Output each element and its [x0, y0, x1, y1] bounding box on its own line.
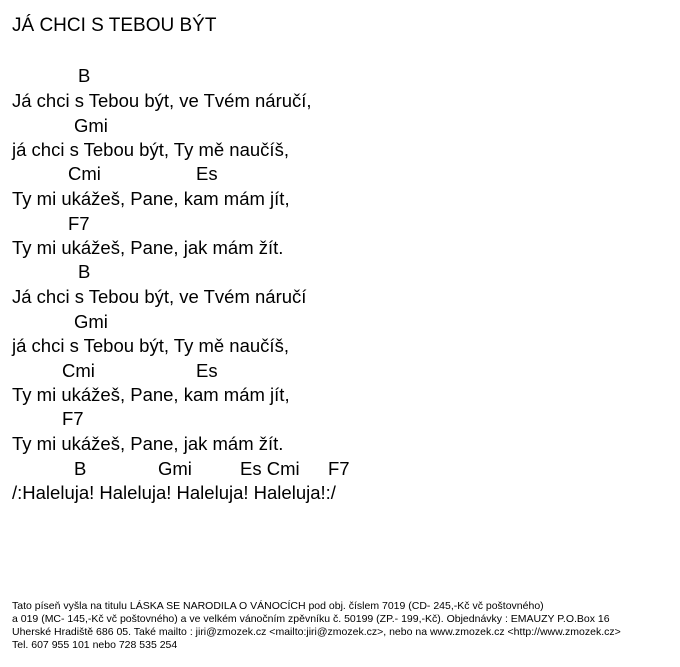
- chord: F7: [328, 458, 350, 479]
- lyric-line: Já chci s Tebou být, ve Tvém náručí,: [12, 90, 312, 111]
- footer-line: a 019 (MC- 145,-Kč vč poštovného) a ve velkém vánočním zpěvníku č. 50199 (ZP.- 199,-Kč). Objednávky : EMAUZY P.O.Box 16: [12, 613, 610, 625]
- chord: Es: [196, 360, 218, 381]
- lyric-line: Ty mi ukážeš, Pane, kam mám jít,: [12, 384, 290, 405]
- lyric-line: já chci s Tebou být, Ty mě naučíš,: [12, 335, 289, 356]
- lyric-line: Ty mi ukážeš, Pane, jak mám žít.: [12, 433, 284, 454]
- lyric-line: Ty mi ukážeš, Pane, kam mám jít,: [12, 188, 290, 209]
- chord: Es: [196, 163, 218, 184]
- lyric-line: /:Haleluja! Haleluja! Haleluja! Haleluja!:/: [12, 482, 336, 503]
- chord: F7: [62, 408, 84, 429]
- lyric-line: Ty mi ukážeš, Pane, jak mám žít.: [12, 237, 284, 258]
- footer-line: Tato píseň vyšla na titulu LÁSKA SE NARODILA O VÁNOCÍCH pod obj. číslem 7019 (CD- 245,-Kč vč poštovného): [12, 600, 544, 612]
- chord: B: [74, 458, 87, 479]
- publication-note: [12, 600, 621, 652]
- chord: Cmi: [68, 163, 101, 184]
- chord: Cmi: [62, 360, 95, 381]
- chord: B: [78, 65, 91, 86]
- lyric-line: Já chci s Tebou být, ve Tvém náručí: [12, 286, 307, 307]
- song-title: JÁ CHCI S TEBOU BÝT: [12, 15, 217, 36]
- chord: Gmi: [74, 115, 108, 136]
- chord: Gmi: [158, 458, 192, 479]
- footer-line: Tel. 607 955 101 nebo 728 535 254: [12, 639, 178, 651]
- chord: Es Cmi: [240, 458, 300, 479]
- footer-line: Uherské Hradiště 686 05. Také mailto : jiri@zmozek.cz <mailto:jiri@zmozek.cz>, nebo na www.zmozek.cz <http://www.zmozek.cz>: [12, 626, 621, 638]
- lyric-line: já chci s Tebou být, Ty mě naučíš,: [12, 139, 289, 160]
- chord: F7: [68, 213, 90, 234]
- chord: Gmi: [74, 311, 108, 332]
- chord: B: [78, 261, 91, 282]
